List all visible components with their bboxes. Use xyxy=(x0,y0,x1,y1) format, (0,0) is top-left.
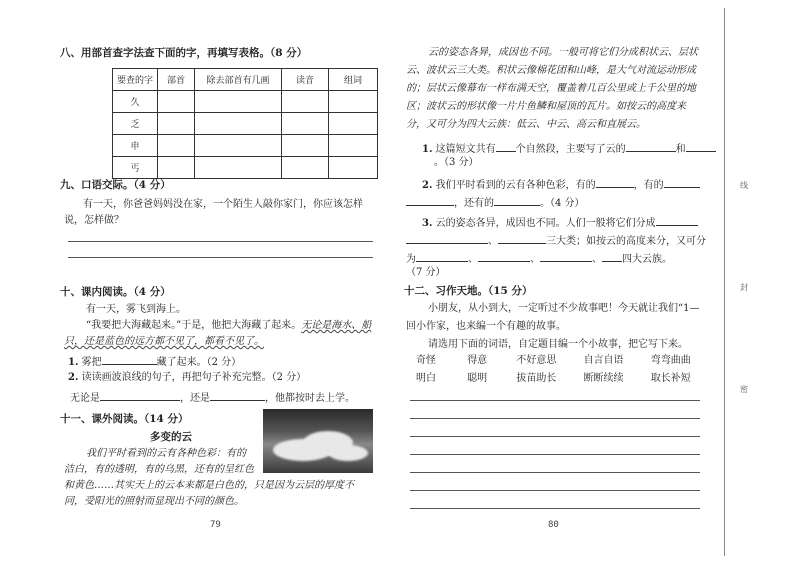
q3-text: 、 xyxy=(592,254,602,265)
answer-blank[interactable] xyxy=(498,232,546,244)
word-row xyxy=(416,354,691,368)
passage-line: 分，又可分为四大云族：低云、中云、高云和直展云。 xyxy=(406,119,646,130)
cloud-shape xyxy=(328,445,368,461)
answer-blank[interactable] xyxy=(478,250,530,262)
q9-title: 九、口语交际。 xyxy=(60,179,134,191)
fill-text: 无论是 xyxy=(70,393,100,404)
answer-blank[interactable] xyxy=(102,353,157,365)
q3-text: 、 xyxy=(530,254,540,265)
q10-sub2-fill xyxy=(70,389,355,406)
q10-sub1-text-b: 藏了起来。（2 分） xyxy=(156,357,242,368)
answer-line[interactable] xyxy=(68,257,373,258)
answer-line[interactable] xyxy=(68,241,373,242)
answer-blank[interactable] xyxy=(406,194,454,206)
q10-wavy-sentence: 无论是海水、船 xyxy=(301,320,372,331)
q3-cont xyxy=(406,250,672,267)
q10-points: （4 分） xyxy=(133,286,171,298)
answer-blank[interactable] xyxy=(416,250,468,262)
q1-text: 和 xyxy=(675,144,686,155)
q3-cont xyxy=(406,232,706,249)
page-number: 80 xyxy=(548,520,559,530)
q1-text: 这篇短文共有 xyxy=(435,144,496,155)
fill-text: ，还是 xyxy=(180,393,210,404)
q2-text: ，有的 xyxy=(633,180,664,191)
word-item: 自言自语 xyxy=(583,355,624,366)
answer-cell[interactable] xyxy=(329,113,378,135)
writing-line[interactable] xyxy=(410,490,700,491)
word-item: 明白 xyxy=(416,373,436,384)
q1 xyxy=(422,140,716,157)
q3-text: 云的姿态各异，成因也不同。人们一般将它们分成 xyxy=(435,218,656,229)
table-header-cell: 组词 xyxy=(329,69,378,91)
q12-title: 十二、习作天地。 xyxy=(404,285,488,297)
q9-points: （4 分） xyxy=(133,179,171,191)
q3-text: 、 xyxy=(468,254,478,265)
table-header-cell: 要查的字 xyxy=(113,69,158,91)
q9-text-line: 有一天，你爸爸妈妈没在家，一个陌生人敲你家门，你应该怎样 xyxy=(83,199,363,210)
q10-passage-part: “我要把大海藏起来。”于是，他把大海藏了起来。 xyxy=(86,320,302,331)
q3-text: 、 xyxy=(488,236,498,247)
answer-cell[interactable] xyxy=(195,135,282,157)
passage-line: 云、波状云三大类。积状云像棉花团和山峰，是大气对流运动形成 xyxy=(406,65,696,76)
word-item: 得意 xyxy=(467,355,488,366)
story-line: 同，受阳光的照射而显现出不同的颜色。 xyxy=(64,496,244,507)
q12-text-line: 回小作家，也来编一个有趣的故事。 xyxy=(406,321,566,332)
answer-cell[interactable] xyxy=(329,157,378,179)
writing-line[interactable] xyxy=(410,508,700,509)
answer-blank[interactable] xyxy=(540,250,592,262)
table-header-row xyxy=(113,69,378,91)
q10-heading xyxy=(60,285,171,299)
answer-blank[interactable] xyxy=(602,250,622,262)
table-header-cell: 除去部首有几画 xyxy=(195,69,282,91)
passage-line: 的；层状云像幕布一样布满天空，覆盖着几百公里或上千公里的地 xyxy=(406,83,696,94)
table-row xyxy=(113,135,378,157)
answer-blank[interactable] xyxy=(406,232,488,244)
word-item: 聪明 xyxy=(467,373,488,384)
q9-text-line: 说，怎样做？ xyxy=(64,215,124,226)
answer-blank[interactable] xyxy=(494,194,540,206)
q8-table xyxy=(112,68,378,179)
answer-blank[interactable] xyxy=(664,176,700,188)
char-cell: 久 xyxy=(113,91,158,113)
answer-cell[interactable] xyxy=(282,91,329,113)
q1-number: 1. xyxy=(422,144,433,155)
writing-line[interactable] xyxy=(410,400,700,401)
answer-cell[interactable] xyxy=(195,157,282,179)
q10-sub1-number: 1. xyxy=(68,357,79,368)
word-row xyxy=(416,372,691,386)
right-page xyxy=(400,0,720,566)
q10-passage-line: 有一天，雾飞到海上。 xyxy=(86,304,186,315)
story-line: 洁白，有的透明，有的乌黑，还有的呈红色 xyxy=(64,464,254,475)
q2-text: 我们平时看到的云有各种色彩，有的 xyxy=(435,180,596,191)
q3-number: 3. xyxy=(422,218,433,229)
q10-sub2-text: 读读画波浪线的句子，再把句子补充完整。（2 分） xyxy=(81,372,307,383)
q2-number: 2. xyxy=(422,180,433,191)
binding-line xyxy=(724,8,725,556)
passage-line: 区；波状云的形状像一片片鱼鳞和屋顶的瓦片。如按云的高度来 xyxy=(406,101,686,112)
binding-char: 封 xyxy=(740,283,748,292)
q10-title: 十、课内阅读。 xyxy=(60,286,134,298)
writing-line[interactable] xyxy=(410,436,700,437)
story-line: 和黄色……其实天上的云本来都是白色的，只是因为云层的厚度不 xyxy=(64,480,354,491)
answer-cell[interactable] xyxy=(329,135,378,157)
cloud-photo xyxy=(263,409,373,473)
answer-blank[interactable] xyxy=(100,389,180,401)
answer-cell[interactable] xyxy=(158,113,195,135)
q10-sub1-text-a: 雾把 xyxy=(81,357,102,368)
q1-points: 。（3 分） xyxy=(434,157,479,168)
word-item: 取长补短 xyxy=(650,373,691,384)
answer-cell[interactable] xyxy=(195,91,282,113)
q1-text: 个自然段，主要写了云的 xyxy=(515,144,626,155)
table-row xyxy=(113,91,378,113)
q2-cont xyxy=(406,194,585,211)
answer-blank[interactable] xyxy=(596,176,634,188)
q2-text: ，还有的 xyxy=(454,198,494,209)
story-title: 多变的云 xyxy=(150,431,192,443)
answer-cell[interactable] xyxy=(329,91,378,113)
answer-blank[interactable] xyxy=(496,140,516,152)
word-item: 不好意思 xyxy=(516,355,557,366)
q3-text: 为 xyxy=(406,254,416,265)
writing-line[interactable] xyxy=(410,472,700,473)
word-item: 拔苗助长 xyxy=(516,373,557,384)
q8-heading xyxy=(60,46,307,60)
q3-text: 三大类；如按云的高度来分，又可分 xyxy=(546,236,706,247)
char-cell: 丐 xyxy=(113,157,158,179)
q12-text-line: 请选用下面的词语，自定题目编一个小故事，把它写下来。 xyxy=(428,339,688,350)
passage-line: 云的姿态各异，成因也不同。一般可将它们分成积状云、层状 xyxy=(428,47,698,58)
char-cell: 乏 xyxy=(113,113,158,135)
answer-cell[interactable] xyxy=(282,113,329,135)
q10-passage-line xyxy=(86,319,371,333)
binding-char: 密 xyxy=(740,385,748,394)
binding-char: 线 xyxy=(740,181,748,190)
q11-title: 十一、课外阅读。 xyxy=(60,413,144,425)
page-number: 79 xyxy=(210,520,221,530)
q10-passage-line: 只，还是蓝色的远方都不见了，都看不见了。 xyxy=(64,336,264,347)
q10-sub1 xyxy=(68,353,241,370)
answer-blank[interactable] xyxy=(686,140,716,152)
q12-points: （15 分） xyxy=(488,285,533,297)
answer-cell[interactable] xyxy=(158,135,195,157)
answer-cell[interactable] xyxy=(158,157,195,179)
q2 xyxy=(422,176,700,193)
q3 xyxy=(422,214,698,231)
q3-text: 四大云族。 xyxy=(622,254,672,265)
word-item: 断断续续 xyxy=(583,373,624,384)
q3-points: （7 分） xyxy=(406,267,446,278)
answer-cell[interactable] xyxy=(195,113,282,135)
writing-line[interactable] xyxy=(410,418,700,419)
q10-sub2 xyxy=(68,371,306,385)
table-header-cell: 部首 xyxy=(158,69,195,91)
answer-blank[interactable] xyxy=(626,140,676,152)
q8-points: （8 分） xyxy=(270,47,308,59)
q11-points: （14 分） xyxy=(144,413,189,425)
table-row xyxy=(113,113,378,135)
table-header-cell: 读音 xyxy=(282,69,329,91)
q11-heading xyxy=(60,412,189,426)
word-item: 弯弯曲曲 xyxy=(650,355,691,366)
char-cell: 申 xyxy=(113,135,158,157)
story-line: 我们平时看到的云有各种色彩：有的 xyxy=(86,448,246,459)
answer-blank[interactable] xyxy=(656,214,698,226)
answer-cell[interactable] xyxy=(282,135,329,157)
q2-text: 。（4 分） xyxy=(540,198,585,209)
answer-cell[interactable] xyxy=(158,91,195,113)
fill-text: ，他都按时去上学。 xyxy=(265,393,355,404)
answer-cell[interactable] xyxy=(282,157,329,179)
q12-heading xyxy=(404,284,533,298)
answer-blank[interactable] xyxy=(210,389,265,401)
table-row xyxy=(113,157,378,179)
q10-sub2-number: 2. xyxy=(68,372,79,383)
writing-line[interactable] xyxy=(410,454,700,455)
word-item: 奇怪 xyxy=(416,355,436,366)
q8-title: 八、用部首查字法查下面的字，再填写表格。 xyxy=(60,47,270,59)
q9-heading xyxy=(60,178,171,192)
q12-text-line: 小朋友，从小到大，一定听过不少故事吧！今天就让我们“1— xyxy=(428,303,700,314)
